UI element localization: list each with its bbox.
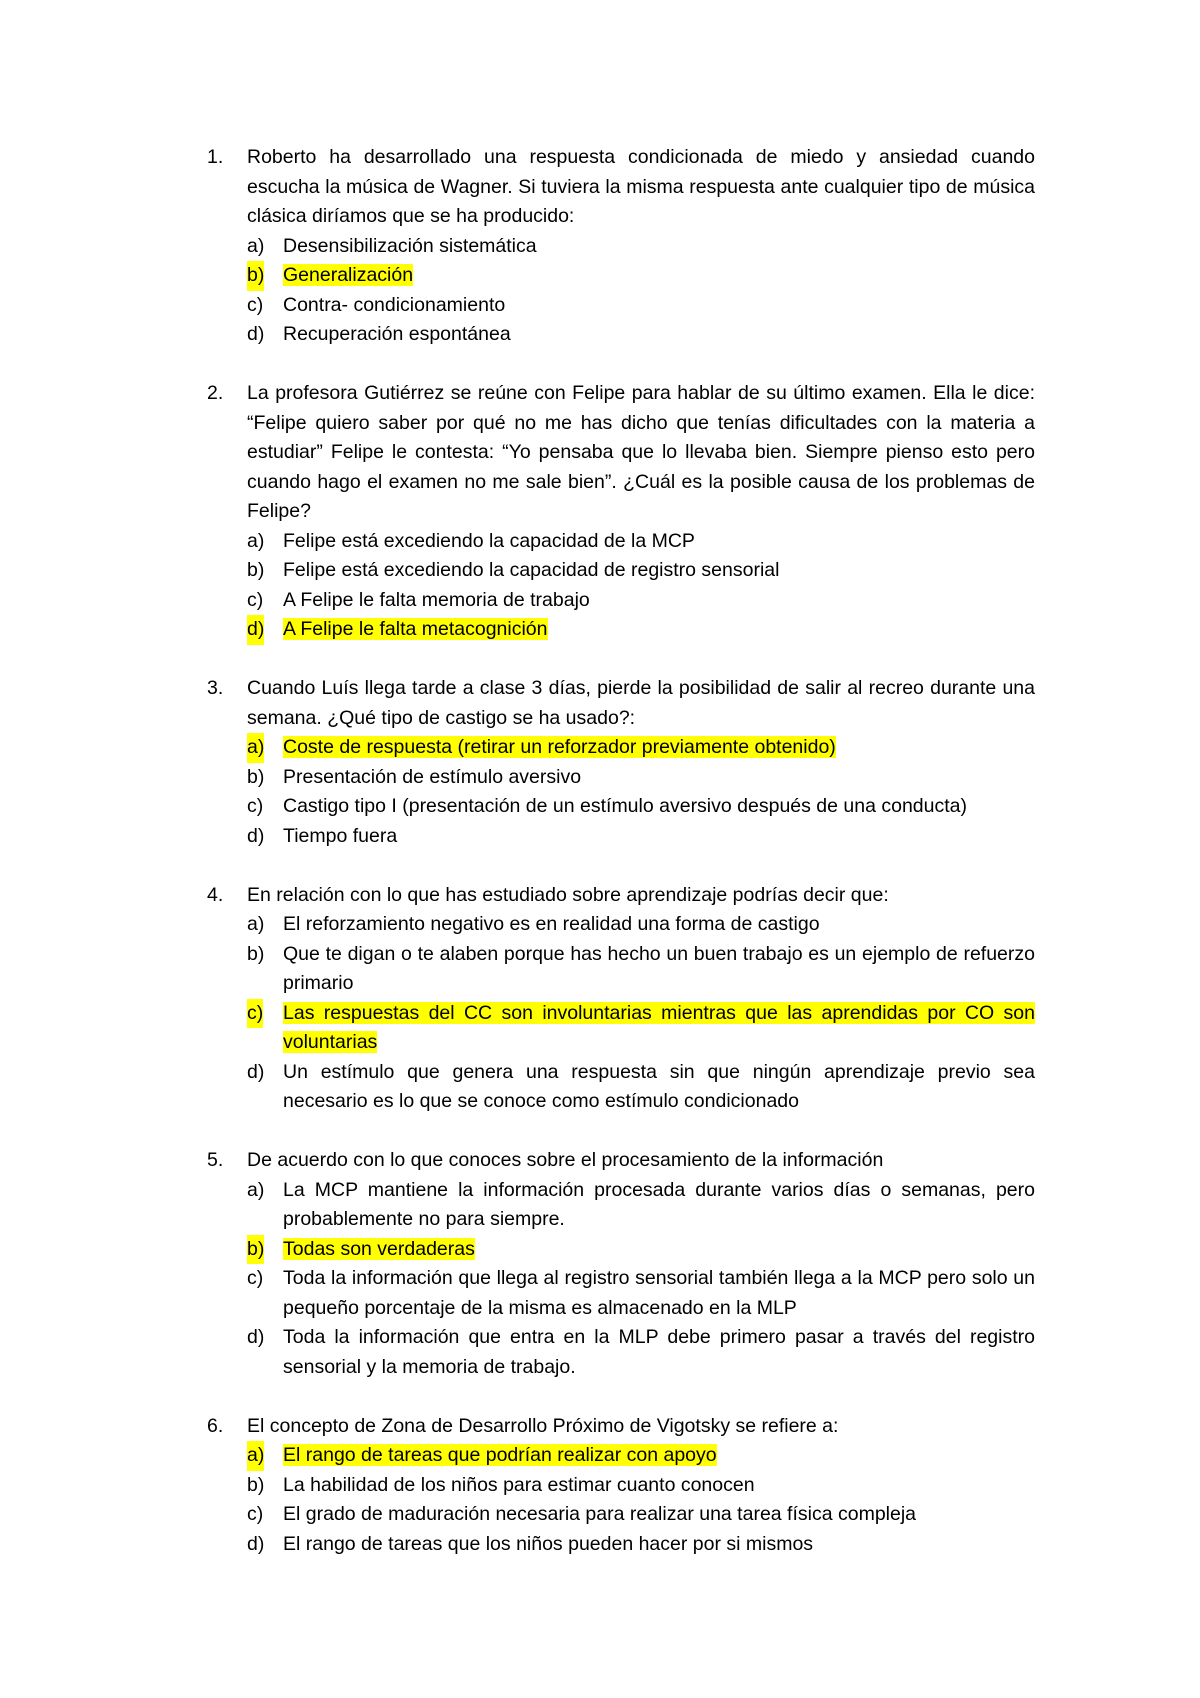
option-letter: b) (247, 1473, 265, 1496)
option-list (247, 910, 1035, 1117)
option-letter: d) (247, 615, 264, 645)
option-letter: d) (247, 1532, 265, 1555)
question-number: 2. (207, 382, 224, 404)
option-letter: c) (247, 795, 264, 817)
option-letter: b) (247, 765, 265, 788)
option-b (247, 763, 1035, 793)
option-text: Que te digan o te alaben porque has hecho un buen trabajo es un ejemplo de refuerzo primario (283, 942, 1035, 994)
question-text: Roberto ha desarrollado una respuesta condicionada de miedo y ansiedad cuando escucha la música de Wagner. Si tuviera la misma respuesta ante cualquier tipo de música clásica diríamos que se ha producido: (247, 146, 1035, 227)
question-number: 6. (207, 1414, 224, 1437)
option-a (247, 232, 1035, 262)
option-text: Recuperación espontánea (283, 323, 511, 345)
question-list (207, 143, 1035, 1589)
option-list (247, 1176, 1035, 1383)
option-b (247, 1471, 1035, 1501)
question-number: 5. (207, 1149, 224, 1171)
question-4 (207, 881, 1035, 1117)
option-a (247, 527, 1035, 557)
option-letter: c) (247, 999, 263, 1029)
option-c (247, 586, 1035, 616)
question-text: Cuando Luís llega tarde a clase 3 días, pierde la posibilidad de salir al recreo durante una semana. ¿Qué tipo de castigo se ha usado?: (247, 677, 1035, 729)
option-text-highlighted: A Felipe le falta metacognición (283, 618, 548, 640)
option-d (247, 822, 1035, 852)
question-text: La profesora Gutiérrez se reúne con Felipe para hablar de su último examen. Ella le dice: “Felipe quiero saber por qué no me has dicho que tenías dificultades con la materia a estudiar” Felipe le contesta: “Yo pensaba que lo llevaba bien. Siempre pienso esto pero cuando hago el examen no me sale bien”. ¿Cuál es la posible causa de los problemas de Felipe? (247, 382, 1035, 522)
option-letter: d) (247, 1060, 265, 1083)
option-c-correct (247, 999, 1035, 1058)
question-5 (207, 1146, 1035, 1382)
option-list (247, 1441, 1035, 1559)
question-text: En relación con lo que has estudiado sobre aprendizaje podrías decir que: (247, 883, 889, 906)
option-text: Felipe está excediendo la capacidad de registro sensorial (283, 559, 780, 581)
option-letter: a) (247, 234, 265, 257)
option-list (247, 232, 1035, 350)
option-letter: b) (247, 559, 265, 581)
option-text: Presentación de estímulo aversivo (283, 765, 582, 788)
question-text: De acuerdo con lo que conoces sobre el procesamiento de la información (247, 1149, 884, 1171)
option-letter: a) (247, 1178, 265, 1201)
option-b-correct (247, 261, 1035, 291)
option-c (247, 291, 1035, 321)
option-a (247, 910, 1035, 940)
option-text: La MCP mantiene la información procesada durante varios días o semanas, pero probablemente no para siempre. (283, 1178, 1035, 1230)
option-text: El grado de maduración necesaria para realizar una tarea física compleja (283, 1503, 917, 1525)
option-c (247, 1264, 1035, 1323)
option-text: Contra- condicionamiento (283, 293, 506, 316)
option-d-correct (247, 615, 1035, 645)
question-number: 1. (207, 146, 224, 168)
question-1 (207, 143, 1035, 350)
option-letter: b) (247, 261, 264, 291)
option-d (247, 1058, 1035, 1117)
option-letter: b) (247, 942, 265, 965)
option-letter: a) (247, 529, 265, 552)
option-list (247, 527, 1035, 645)
option-a (247, 1176, 1035, 1235)
question-number: 3. (207, 677, 224, 699)
option-text-highlighted: Las respuestas del CC son involuntarias mientras que las aprendidas por CO son voluntarias (283, 1001, 1035, 1053)
option-text-highlighted: El rango de tareas que podrían realizar con apoyo (283, 1444, 717, 1466)
option-text: La habilidad de los niños para estimar cuanto conocen (283, 1473, 755, 1496)
option-text: A Felipe le falta memoria de trabajo (283, 588, 590, 611)
option-letter: d) (247, 824, 265, 847)
option-text: El reforzamiento negativo es en realidad una forma de castigo (283, 913, 820, 935)
question-3 (207, 674, 1035, 851)
option-d (247, 1530, 1035, 1560)
option-a-correct (247, 733, 1035, 763)
option-letter: c) (247, 293, 264, 316)
option-text: Un estímulo que genera una respuesta sin que ningún aprendizaje previo sea necesario es lo que se conoce como estímulo condicionado (283, 1060, 1035, 1112)
option-text-highlighted: Todas son verdaderas (283, 1237, 475, 1260)
question-2 (207, 379, 1035, 645)
option-list (247, 733, 1035, 851)
option-text: Castigo tipo I (presentación de un estímulo aversivo después de una conducta) (283, 795, 967, 817)
option-text: Desensibilización sistemática (283, 234, 537, 257)
question-text: El concepto de Zona de Desarrollo Próximo de Vigotsky se refiere a: (247, 1414, 839, 1437)
option-text: Toda la información que entra en la MLP debe primero pasar a través del registro sensorial y la memoria de trabajo. (283, 1326, 1035, 1378)
question-6 (207, 1412, 1035, 1560)
option-text: Felipe está excediendo la capacidad de la MCP (283, 529, 695, 552)
option-b (247, 556, 1035, 586)
option-letter: d) (247, 1326, 265, 1348)
option-text: Tiempo fuera (283, 824, 398, 847)
option-text-highlighted: Generalización (283, 264, 414, 286)
option-c (247, 792, 1035, 822)
option-c (247, 1500, 1035, 1530)
option-letter: a) (247, 733, 264, 763)
option-text: El rango de tareas que los niños pueden hacer por si mismos (283, 1532, 814, 1555)
option-d (247, 1323, 1035, 1382)
option-b (247, 940, 1035, 999)
option-letter: a) (247, 913, 265, 935)
option-d (247, 320, 1035, 350)
option-b-correct (247, 1235, 1035, 1265)
option-letter: b) (247, 1235, 264, 1265)
option-letter: d) (247, 323, 265, 345)
option-a-correct (247, 1441, 1035, 1471)
option-text-highlighted: Coste de respuesta (retirar un reforzador previamente obtenido) (283, 736, 836, 758)
question-number: 4. (207, 883, 224, 906)
option-letter: a) (247, 1441, 264, 1471)
option-text: Toda la información que llega al registro sensorial también llega a la MCP pero solo un pequeño porcentaje de la misma es almacenado en la MLP (283, 1267, 1035, 1319)
option-letter: c) (247, 588, 264, 611)
option-letter: c) (247, 1503, 264, 1525)
option-letter: c) (247, 1267, 264, 1289)
